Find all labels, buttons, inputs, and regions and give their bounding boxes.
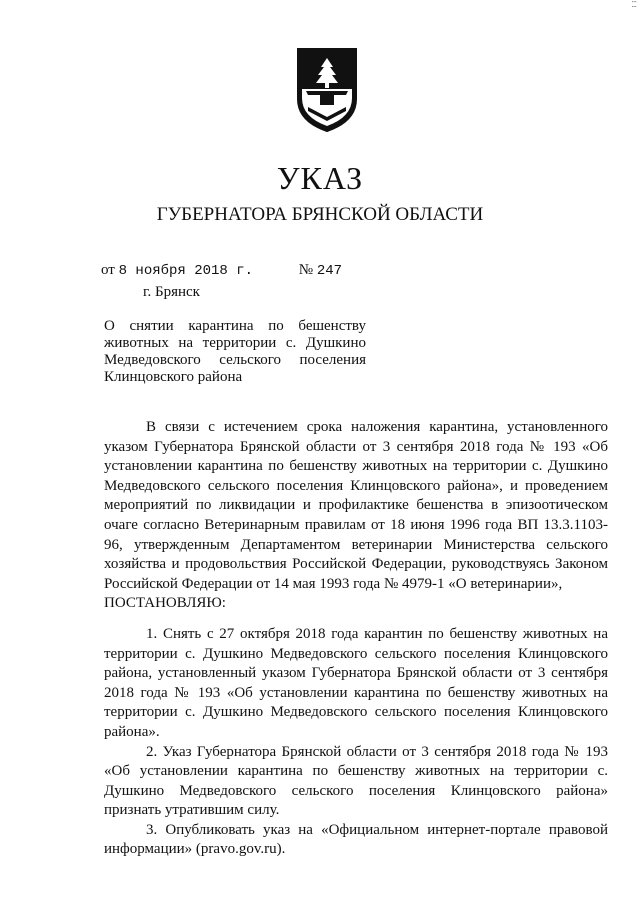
decree-item-3: 3. Опубликовать указ на «Официальном интернет-портале правовой информации» (pravo.gov.ru). [104, 821, 608, 858]
date-prefix: от [101, 262, 115, 278]
preamble-paragraph: В связи с истечением срока наложения карантина, установленного указом Губернатора Брянской области от 3 сентября 2018 года № 193 «Об установлении карантина по бешенству животных на территории с. Душкино Медведовского сельского поселения Клинцовского района», и проведением мероприятий по ликвидации и профилактике бешенства в эпизоотическом очаге согласно Ветеринарным правилам от 18 июня 1996 года ВП 13.3.1103-96, утвержденным Департаментом ветеринарии Министерства сельского хозяйства и продовольствия Российской Федерации, руководствуясь Законом Российской Федерации от 14 мая 1993 года № 4979-1 «О ветеринарии», [104, 419, 608, 592]
document-number: 247 [316, 263, 343, 279]
document-city: г. Брянск [143, 284, 200, 300]
document-body [104, 418, 608, 860]
document-subject: О снятии карантина по бешенству животных на территории с. Душкино Медведовского сельского поселения Клинцовского района [104, 318, 366, 385]
document-title: УКАЗ [276, 160, 364, 196]
document-subtitle: ГУБЕРНАТОРА БРЯНСКОЙ ОБЛАСТИ [156, 204, 484, 225]
decree-item-2: 2. Указ Губернатора Брянской области от 3 сентября 2018 года № 193 «Об установлении карантина по бешенству животных на территории с. Душкино Медведовского сельского поселения Клинцовского района» признать утратившим силу. [104, 743, 608, 819]
date-number-line [101, 262, 342, 279]
scan-corner-mark: ⁚⁚⁚ [631, 0, 636, 9]
number-label: № [298, 262, 314, 278]
decree-item-1: 1. Снять с 27 октября 2018 года карантин по бешенству животных на территории с. Душкино Медведовского сельского поселения Клинцовского района, установленный указом Губернатора Брянской области от 3 сентября 2018 года № 193 «Об установлении карантина по бешенству животных на территории с. Душкино Медведовского сельского поселения Клинцовского района». [104, 625, 608, 740]
decree-word: ПОСТАНОВЛЯЮ: [104, 595, 226, 612]
document-date: 8 ноября 2018 г. [118, 263, 254, 279]
bryansk-oblast-coat-of-arms-icon [296, 47, 358, 133]
